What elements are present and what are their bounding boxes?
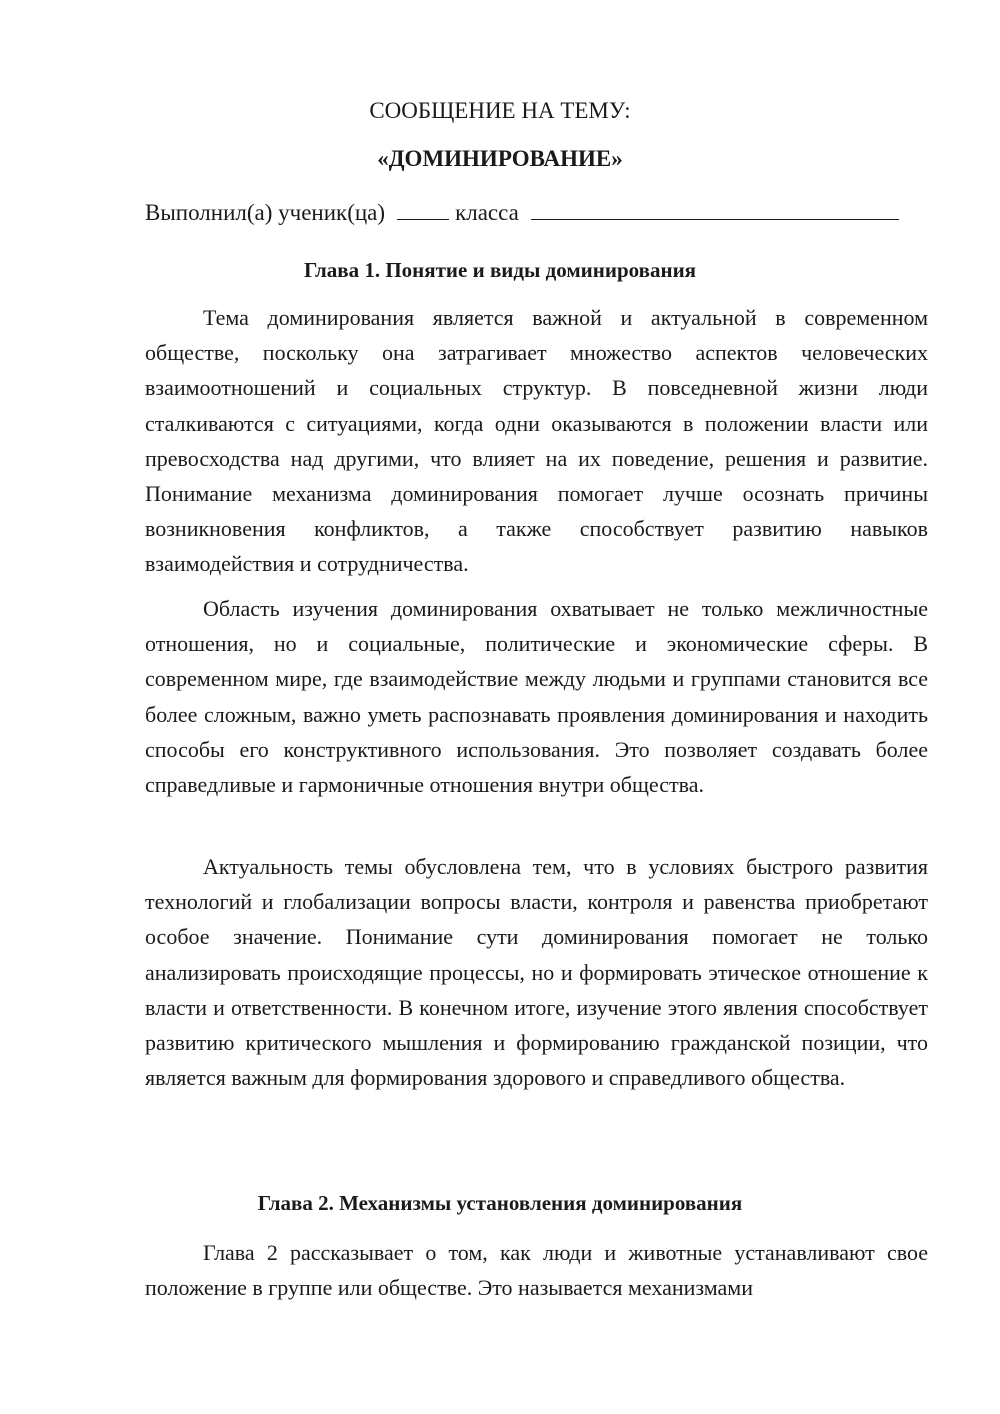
author-line bbox=[145, 197, 925, 228]
name-blank-field bbox=[531, 197, 899, 220]
chapter-1-heading: Глава 1. Понятие и виды доминирования bbox=[303, 258, 697, 282]
chapter-2-heading: Глава 2. Механизмы установления доминирования bbox=[257, 1191, 743, 1215]
chapter-1-paragraph-1: Тема доминирования является важной и актуальной в современном обществе, поскольку она затрагивает множество аспектов человеческих взаимоотношений и социальных структур. В повседневной жизни люди сталкиваются с ситуациями, когда одни оказываются в положении власти или превосходства над другими, что влияет на их поведение, решения и развитие. Понимание механизма доминирования помогает лучше осознать причины возникновения конфликтов, а также способствует развитию навыков взаимодействия и сотрудничества. bbox=[145, 305, 928, 577]
grade-blank-field bbox=[397, 197, 449, 220]
chapter-1-paragraph-2: Область изучения доминирования охватывает не только межличностные отношения, но и социальные, политические и экономические сферы. В современном мире, где взаимодействие между людьми и группами становится все более сложным, важно уметь распознавать проявления доминирования и находить способы его конструктивного использования. Это позволяет создавать более справедливые и гармоничные отношения внутри общества. bbox=[145, 596, 928, 798]
class-label: класса bbox=[455, 200, 519, 225]
author-label: Выполнил(а) ученик(ца) bbox=[145, 200, 386, 225]
chapter-2-paragraph-1: Глава 2 рассказывает о том, как люди и животные устанавливают свое положение в группе или обществе. Это называется механизмами bbox=[145, 1240, 928, 1301]
document-title-line-2: «ДОМИНИРОВАНИЕ» bbox=[377, 146, 623, 171]
chapter-1-paragraph-3: Актуальность темы обусловлена тем, что в условиях быстрого развития технологий и глобализации вопросы власти, контроля и равенства приобретают особое значение. Понимание сути доминирования помогает не только анализировать происходящие процессы, но и формировать этическое отношение к власти и ответственности. В конечном итоге, изучение этого явления способствует развитию критического мышления и формированию гражданской позиции, что является важным для формирования здорового и справедливого общества. bbox=[145, 854, 928, 1091]
document-title-line-1: СООБЩЕНИЕ НА ТЕМУ: bbox=[369, 98, 631, 123]
